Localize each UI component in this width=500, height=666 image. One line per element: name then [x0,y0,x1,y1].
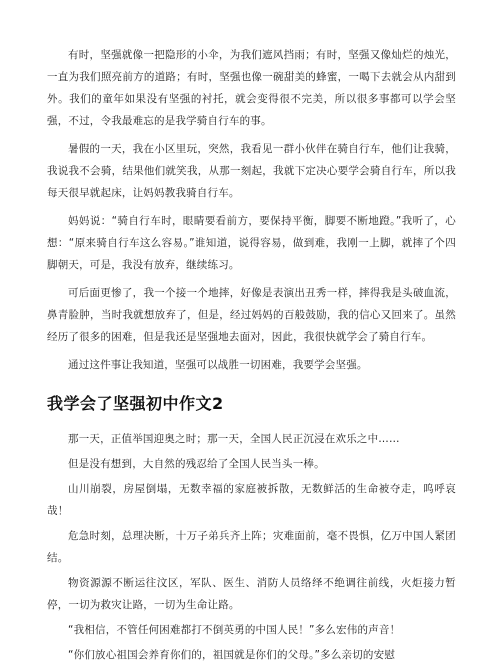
paragraph: 危急时刻，总理决断，十万子弟兵齐上阵；灾难面前，毫不畏惧，亿万中国人紧团结。 [47,530,456,564]
section-title: 我学会了坚强初中作文2 [47,394,224,413]
paragraph: 通过这件事让我知道，坚强可以战胜一切困难，我要学会坚强。 [68,359,368,371]
paragraph: 可后面更惨了，我一个接一个地摔，好像是表演出丑秀一样，摔得我是头破血流，鼻青脸肿，当时我就想放弃了，但是，经过妈妈的百般鼓励，我的信心又回来了。虽然经历了很多的困难，但是我还是坚强地去面对，因此，我很快就学会了骑自行车。 [47,287,456,343]
paragraph: “你们放心祖国会养育你们的，祖国就是你们的父母。”多么亲切的安慰 [68,649,396,661]
paragraph: 山川崩裂，房屋倒塌，无数幸福的家庭被拆散，无数鲜活的生命被夺走，呜呼哀哉！ [47,483,456,517]
paragraph: 那一天，正值举国迎奥之时；那一天，全国人民正沉浸在欢乐之中…… [68,433,400,445]
article-1 [47,44,456,376]
paragraph: “我相信，不管任何困难都打不倒英勇的中国人民！”多么宏伟的声音！ [68,624,401,636]
paragraph: 但是没有想到，大自然的残忍给了全国人民当头一棒。 [68,458,325,470]
paragraph: 暑假的一天，我在小区里玩，突然，我看见一群小伙伴在骑自行车，他们让我骑，我说我不会骑，结果他们就笑我，从那一刻起，我就下定决心要学会骑自行车，所以我每天很早就起床，让妈妈教我骑自行车。 [47,143,456,199]
paragraph: 妈妈说：“骑自行车时，眼睛要看前方，要保持平衡，脚要不断地蹬。”我听了，心想：“原来骑自行车这么容易。”谁知道，说得容易，做到难，我刚一上脚，就摔了个四脚朝天，可是，我没有放弃，继续练习。 [47,215,456,271]
paragraph: 有时，坚强就像一把隐形的小伞，为我们遮风挡雨；有时，坚强又像灿烂的烛光，一直为我们照亮前方的道路；有时，坚强也像一碗甜美的蜂蜜，一喝下去就会从内甜到外。我们的童年如果没有坚强的衬托，就会变得很不完美，所以很多事都可以学会坚强，不过，令我最难忘的是我学骑自行车的事。 [47,49,456,127]
article-2 [47,428,456,666]
paragraph: 物资源源不断运往汶区，军队、医生、消防人员络绎不绝调往前线，火炬接力暂停，一切为救灾让路，一切为生命让路。 [47,577,456,611]
